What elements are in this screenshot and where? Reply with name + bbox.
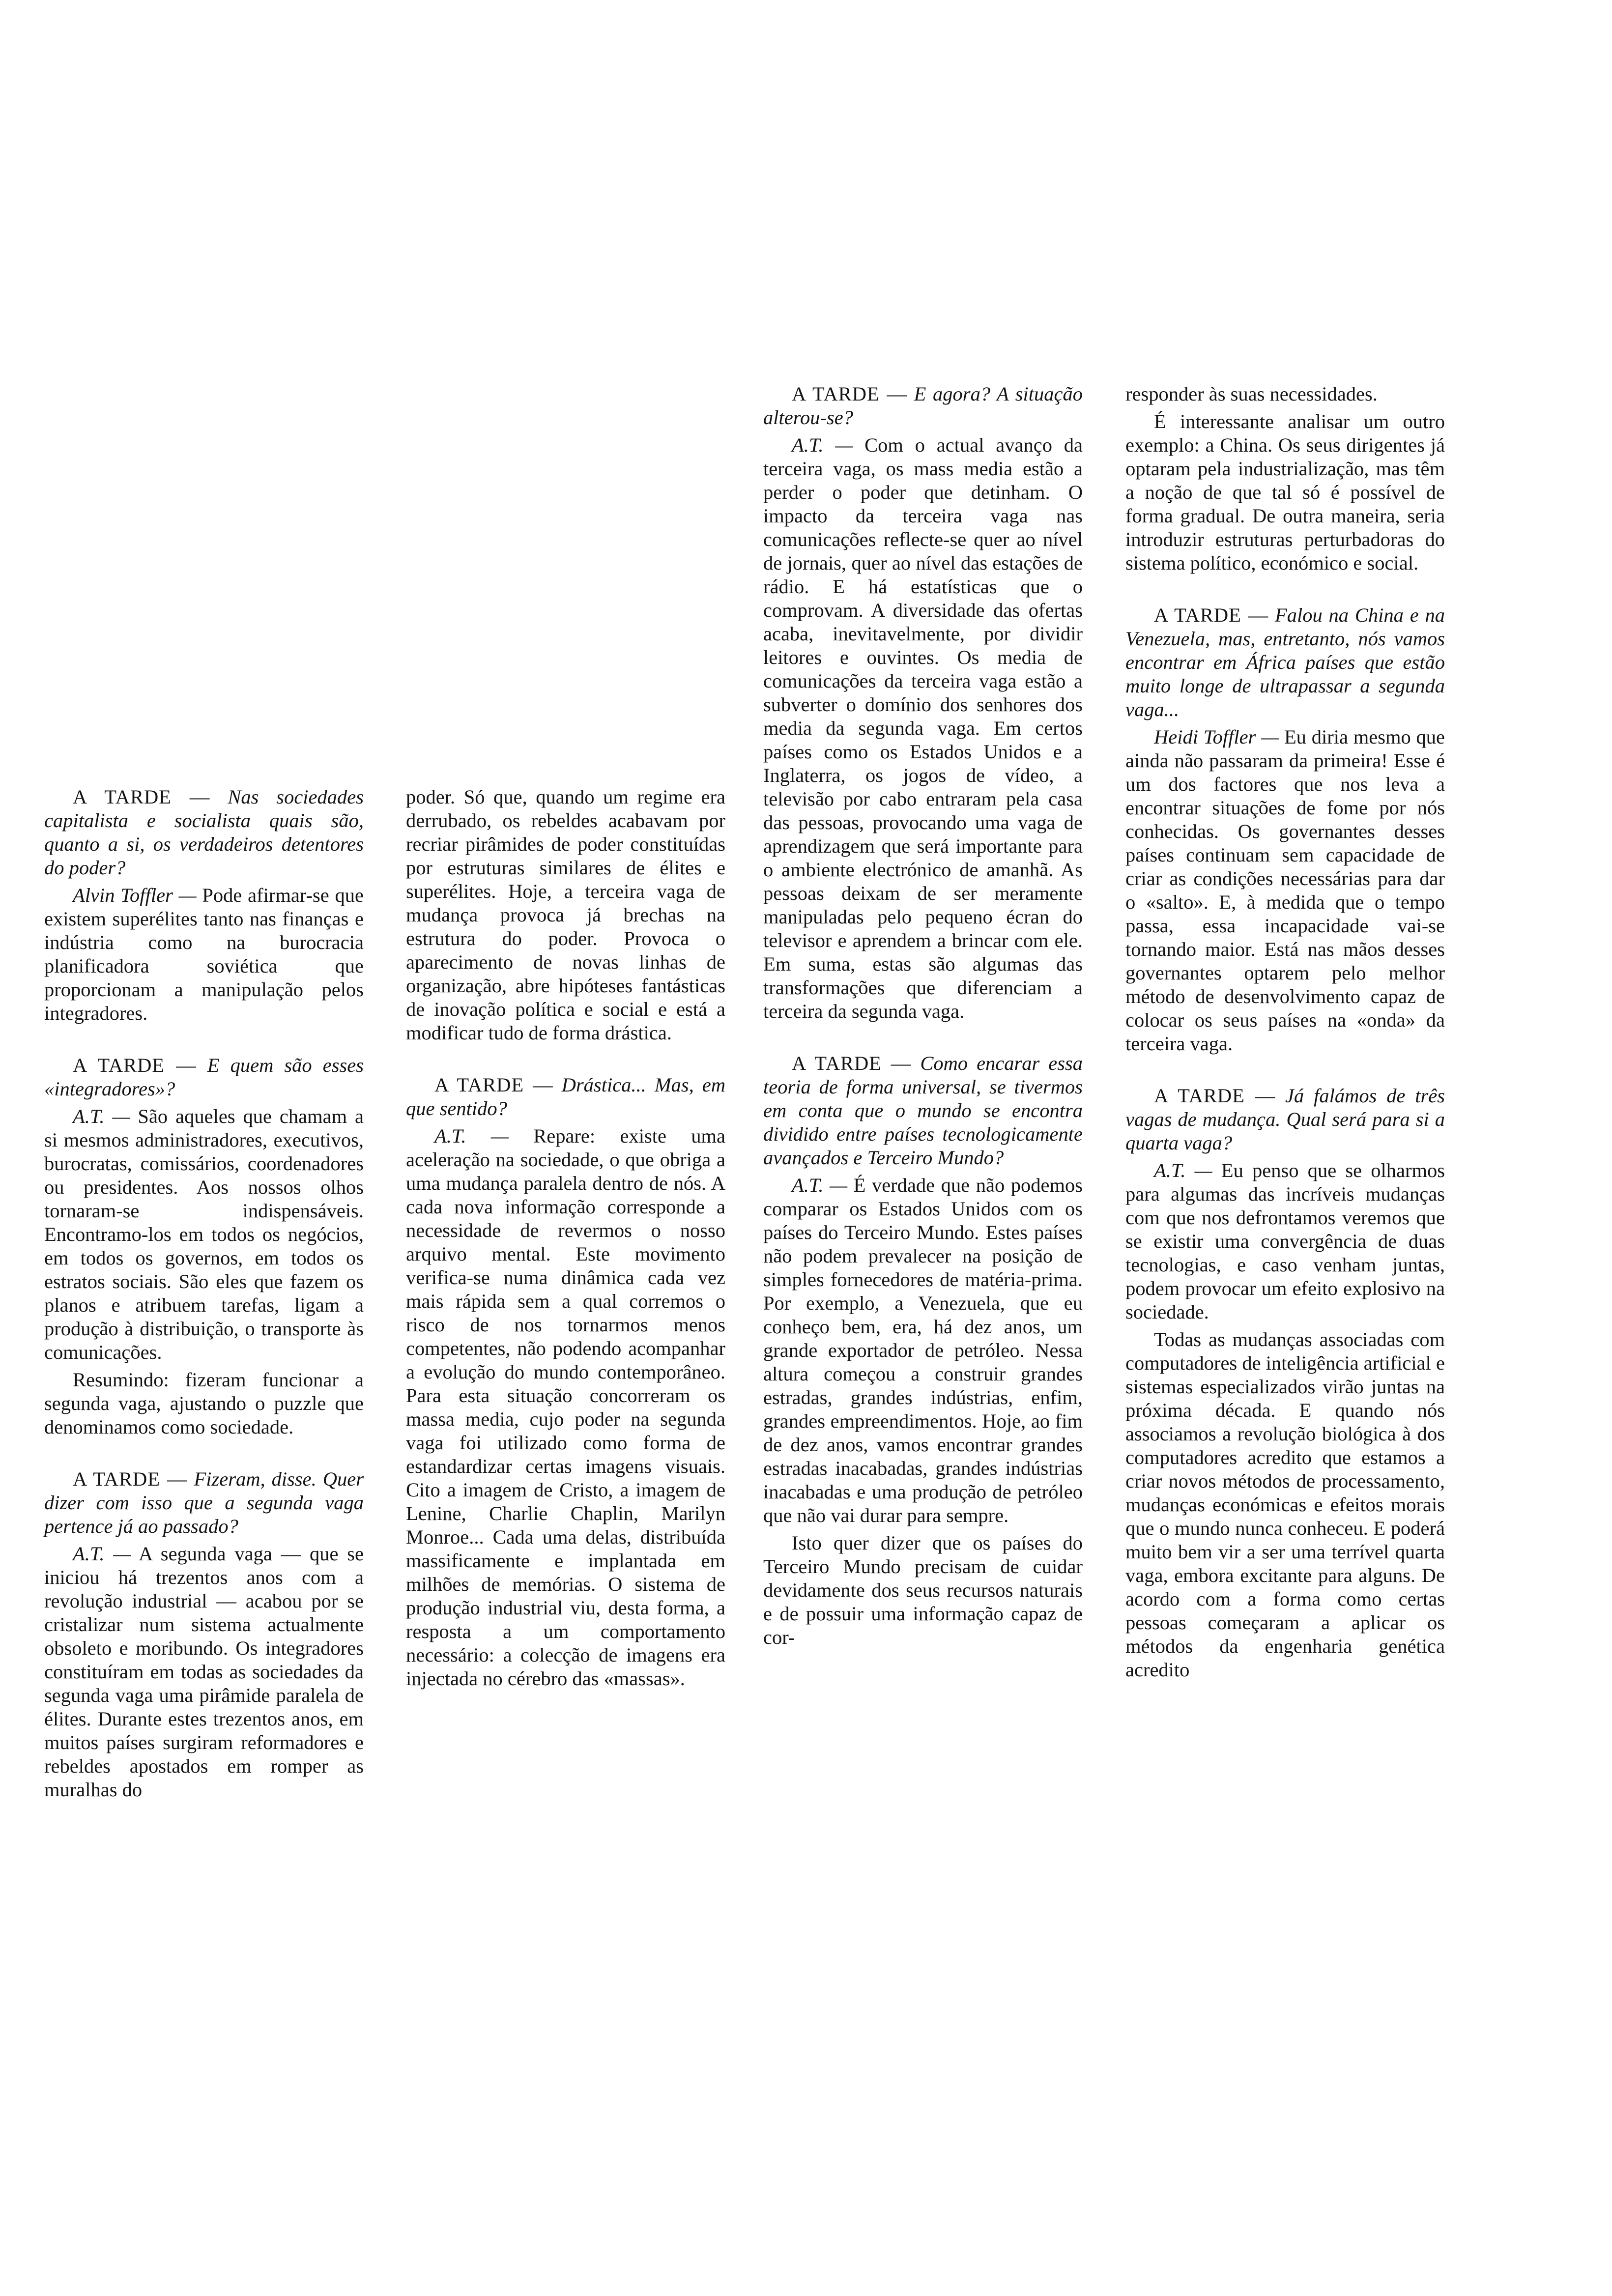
body-paragraph: Todas as mudanças associadas com computadores de inteligência artificial e sistemas especializados virão juntas na próxima década. E quando nós associamos a revolução biológica à dos computadores acredito que estamos a criar novos métodos de processamento, mudanças económicas e efeitos morais que o mundo nunca conheceu. E poderá muito bem vir a ser uma terrível quarta vaga, embora excitante para alguns. De acordo com a forma como certas pessoas começaram a aplicar os métodos da engenharia genética acredito (1125, 1328, 1445, 1681)
question-text: Já falámos de três vagas de mudança. Qual será para si a quarta vaga? (1125, 1085, 1445, 1154)
body-paragraph: poder. Só que, quando um regime era derrubado, os rebeldes acabavam por recriar pirâmides de poder constituídas por estruturas similares de élites e superélites. Hoje, a terceira vaga de mudança provoca já brechas na estrutura do poder. Provoca o aparecimento de novas linhas de organização, abre hipóteses fantásticas de inovação política e social e está a modificar tudo de forma drástica. (406, 786, 725, 1044)
interview-question (44, 1467, 364, 1538)
answer-speaker: Heidi Toffler — (1154, 726, 1279, 748)
interview-answer (1125, 725, 1445, 1056)
article-column-4 (1125, 382, 1445, 1682)
question-lead: A TARDE — (1154, 1085, 1276, 1107)
answer-speaker: A.T. — (73, 1543, 131, 1565)
question-lead: A TARDE — (792, 383, 907, 405)
interview-question (44, 1054, 364, 1101)
interview-answer (763, 1174, 1083, 1527)
interview-answer (44, 1542, 364, 1802)
answer-speaker: A.T. — (792, 1174, 848, 1196)
question-text: Falou na China e na Venezuela, mas, entretanto, nós vamos encontrar em África países que estão muito longe de ultrapassar a segunda vaga... (1125, 604, 1445, 720)
answer-speaker: A.T. — (434, 1125, 509, 1147)
question-text: Como encarar essa teoria de forma universal, se tivermos em conta que o mundo se encontra dividido entre países tecnologicamente avançados e Terceiro Mundo? (763, 1052, 1083, 1169)
answer-text: Eu penso que se olharmos para algumas das incríveis mudanças com que nos defrontamos veremos que se existir uma convergência de duas tecnologias, e caso venham juntas, podem provocar um efeito explosivo na sociedade. (1125, 1159, 1445, 1323)
body-paragraph: Isto quer dizer que os países do Terceiro Mundo precisam de cuidar devidamente dos seus recursos naturais e de possuir uma informação capaz de cor- (763, 1532, 1083, 1648)
interview-question (1125, 603, 1445, 721)
article-column-3 (763, 382, 1083, 1649)
answer-text: Eu diria mesmo que ainda não passaram da primeira! Esse é um dos factores que nos leva a encontrar situações de fome por nós conhecidas. Os governantes desses países continuam sem capacidade de criar as condições necessárias para dar o «salto». E, à medida que o tempo passa, essa incapacidade vai-se tornando maior. Está nas mãos desses governantes optarem pelo melhor método de desenvolvimento capaz de colocar os seus países na «onda» da terceira vaga. (1125, 726, 1445, 1055)
article-column-2 (406, 785, 725, 1691)
interview-answer (1125, 1159, 1445, 1324)
interview-question (763, 1052, 1083, 1170)
interview-answer (44, 884, 364, 1025)
interview-question (44, 785, 364, 880)
question-text: Drástica... Mas, em que sentido? (406, 1074, 725, 1119)
question-lead: A TARDE — (73, 1054, 197, 1076)
question-lead: A TARDE — (792, 1052, 912, 1074)
body-paragraph: É interessante analisar um outro exemplo: a China. Os seus dirigentes já optaram pela industrialização, mas têm a noção de que tal só é possível de forma gradual. De outra maneira, seria introduzir estruturas perturbadoras do sistema político, económico e social. (1125, 410, 1445, 574)
answer-text: A segunda vaga — que se iniciou há trezentos anos com a revolução industrial — acabou por se cristalizar num sistema actualmente obsoleto e moribundo. Os integradores constituíram em todas as sociedades da segunda vaga uma pirâmide paralela de élites. Durante estes trezentos anos, em muitos países surgiram reformadores e rebeldes apostados em romper as muralhas do (44, 1543, 364, 1801)
answer-speaker: A.T. — (1154, 1159, 1212, 1181)
question-lead: A TARDE — (434, 1074, 553, 1096)
question-text: Nas sociedades capitalista e socialista quais são, quanto a si, os verdadeiros detentores do poder? (44, 786, 364, 879)
answer-speaker: A.T. — (73, 1105, 130, 1127)
answer-text: São aqueles que chamam a si mesmos administradores, executivos, burocratas, comissários, coordenadores ou presidentes. Aos nossos olhos tornaram-se indispensáveis. Encontramo-los em todos os negócios, em todos os governos, em todos os estratos sociais. São eles que fazem os planos e atribuem tarefas, ligam a produção à distribuição, o transporte às comunicações. (44, 1105, 364, 1363)
body-paragraph: Resumindo: fizeram funcionar a segunda vaga, ajustando o puzzle que denominamos como sociedade. (44, 1369, 364, 1438)
question-text: Fizeram, disse. Quer dizer com isso que a segunda vaga pertence já ao passado? (44, 1468, 364, 1537)
question-lead: A TARDE — (73, 1468, 188, 1490)
answer-speaker: Alvin Toffler — (73, 884, 197, 906)
interview-answer (763, 433, 1083, 1023)
question-text: E agora? A situação alterou-se? (763, 383, 1083, 429)
interview-answer (406, 1124, 725, 1691)
question-lead: A TARDE — (1154, 604, 1269, 626)
question-text: E quem são esses «integradores»? (44, 1054, 364, 1100)
answer-text: É verdade que não podemos comparar os Estados Unidos com os países do Terceiro Mundo. Estes países não podem prevalecer na posição de simples fornecedores de matéria-prima. Por exemplo, a Venezuela, que eu conheço bem, era, há dez anos, um grande exportador de petróleo. Nessa altura começou a construir grandes estradas, grandes indústrias, enfim, grandes empreendimentos. Hoje, ao fim de dez anos, vamos encontrar grandes estradas inacabadas, grandes indústrias inacabadas e uma produção de petróleo que não vai durar para sempre. (763, 1174, 1083, 1526)
answer-text: Repare: existe uma aceleração na sociedade, o que obriga a uma mudança paralela dentro de nós. A cada nova informação corresponde a necessidade de revermos o nosso arquivo mental. Este movimento verifica-se numa dinâmica cada vez mais rápida sem a qual corremos o risco de nos tornarmos menos competentes, não podendo acompanhar a evolução do mundo contemporâneo. Para esta situação concorreram os massa media, cujo poder na segunda vaga foi utilizado como forma de estandardizar certas imagens visuais. Cito a imagem de Cristo, a imagem de Lenine, Charlie Chaplin, Marilyn Monroe... Cada uma delas, distribuída massificamente e implantada em milhões de memórias. O sistema de produção industrial viu, desta forma, a resposta a um comportamento necessário: a colecção de imagens era injectada no cérebro das «massas». (406, 1125, 725, 1690)
answer-text: Com o actual avanço da terceira vaga, os mass media estão a perder o poder que detinham. O impacto da terceira vaga nas comunicações reflecte-se quer ao nível de jornais, quer ao nível das estações de rádio. E há estatísticas que o comprovam. A diversidade das ofertas acaba, inevitavelmente, por dividir leitores e ouvintes. Os media de comunicações da terceira vaga estão a subverter o domínio dos senhores dos media da segunda vaga. Em certos países como os Estados Unidos e a Inglaterra, os jogos de vídeo, a televisão por cabo entraram pela casa das pessoas, provocando uma vaga de aprendizagem que será importante para o ambiente electrónico de amanhã. As pessoas deixam de ser meramente manipuladas pelo pequeno écran do televisor e aprendem a brincar com ele. Em suma, estas são algumas das transformações que diferenciam a terceira da segunda vaga. (763, 434, 1083, 1022)
interview-question (406, 1073, 725, 1120)
interview-question (1125, 1084, 1445, 1155)
interview-question (763, 382, 1083, 430)
article-column-1 (44, 785, 364, 1802)
interview-answer (44, 1105, 364, 1364)
question-lead: A TARDE — (73, 786, 210, 808)
answer-text: Pode afirmar-se que existem superélites tanto nas finanças e indústria como na burocracia planificadora soviética que proporcionam a manipulação pelos integradores. (44, 884, 364, 1024)
answer-speaker: A.T. — (792, 434, 853, 456)
body-paragraph: responder às suas necessidades. (1125, 383, 1378, 405)
